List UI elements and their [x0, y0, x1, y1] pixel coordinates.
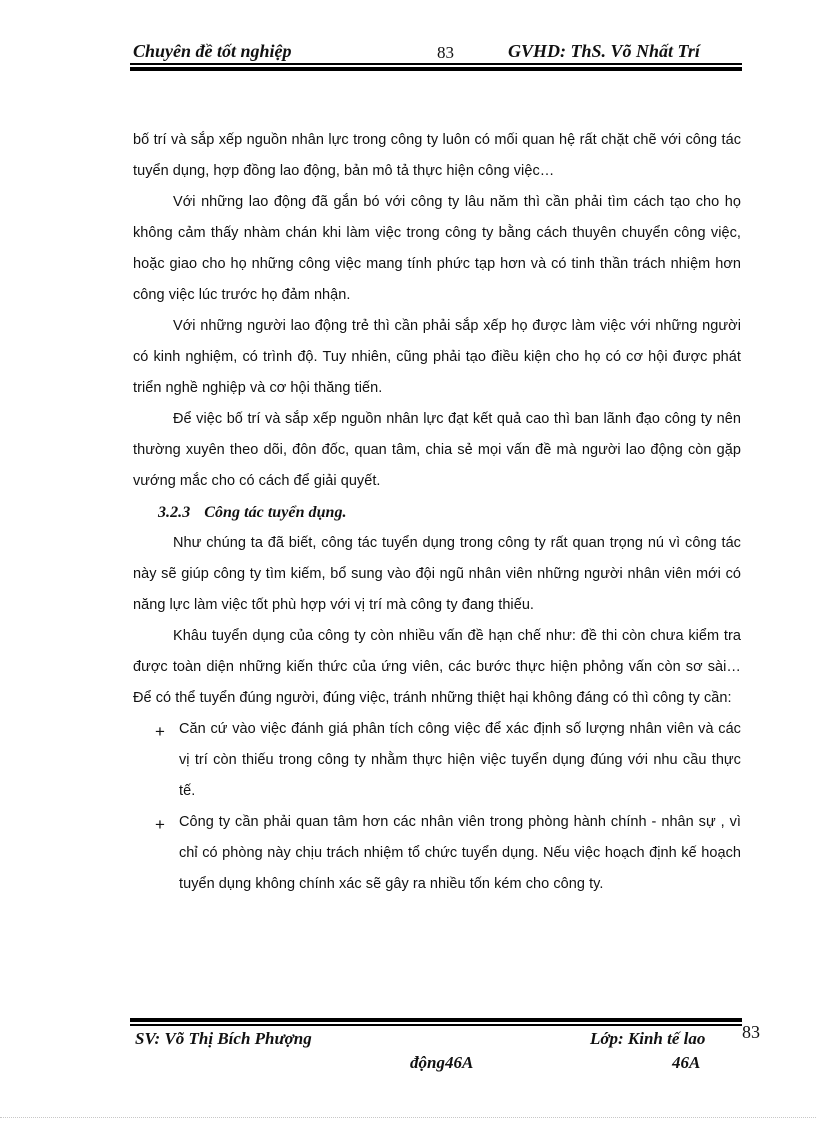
plus-bullet-icon: +	[155, 815, 165, 834]
footer-class: Lớp: Kinh tế lao	[590, 1029, 706, 1048]
section-heading	[133, 497, 741, 528]
header-rule-thin	[130, 63, 742, 65]
footer-class-continued: động46A	[410, 1053, 474, 1072]
paragraph: Với những lao động đã gắn bó với công ty lâu năm thì cần phải tìm cách tạo cho họ không cảm thấy nhàm chán khi làm việc trong công ty bằng cách thuyên chuyển công việc, hoặc giao cho họ những công việc mang tính phức tạp hơn và có tinh thần trách nhiệm hơn công việc lúc trước họ đảm nhận.	[133, 194, 741, 303]
footer-student: SV: Võ Thị Bích Phượng	[135, 1029, 312, 1048]
header-page-number: 83	[437, 43, 454, 62]
section-title: Công tác tuyển dụng.	[204, 504, 347, 521]
page-edge-divider	[0, 1117, 816, 1118]
footer-rule-thin	[130, 1024, 742, 1026]
paragraph: Để việc bố trí và sắp xếp nguồn nhân lực đạt kết quả cao thì ban lãnh đạo công ty nên thường xuyên theo dõi, đôn đốc, quan tâm, chia sẻ mọi vấn đề mà người lao động còn gặp vướng mắc cho có cách để giải quyết.	[133, 411, 741, 489]
bullet-item	[133, 714, 741, 807]
header-rule-thick	[130, 67, 742, 71]
footer-class-code: 46A	[672, 1053, 701, 1072]
plus-bullet-icon: +	[155, 722, 165, 741]
section-number: 3.2.3	[158, 504, 191, 521]
paragraph: Khâu tuyển dụng của công ty còn nhiều vấn đề hạn chế như: đề thi còn chưa kiểm tra được toàn diện những kiến thức của ứng viên, các bước thực hiện phỏng vấn còn sơ sài…Để có thể tuyển đúng người, đúng việc, tránh những thiệt hại không đáng có thì công ty cần:	[133, 628, 741, 706]
header-title: Chuyên đề tốt nghiệp	[133, 41, 292, 61]
bullet-text: Công ty cần phải quan tâm hơn các nhân viên trong phòng hành chính - nhân sự , vì chỉ có phòng này chịu trách nhiệm tổ chức tuyển dụng. Nếu việc hoạch định kế hoạch tuyển dụng không chính xác sẽ gây ra nhiều tốn kém cho công ty.	[179, 814, 741, 892]
footer-rule-thick	[130, 1018, 742, 1022]
bullet-text: Căn cứ vào việc đánh giá phân tích công việc để xác định số lượng nhân viên và các vị trí còn thiếu trong công ty nhằm thực hiện việc tuyển dụng đúng với nhu cầu thực tế.	[179, 721, 741, 799]
paragraph: Với những người lao động trẻ thì cần phải sắp xếp họ được làm việc với những người có kinh nghiệm, có trình độ. Tuy nhiên, cũng phải tạo điều kiện cho họ có cơ hội được phát triển nghề nghiệp và cơ hội thăng tiến.	[133, 318, 741, 396]
bullet-item	[133, 807, 741, 900]
page-body	[133, 125, 741, 900]
header-advisor: GVHD: ThS. Võ Nhất Trí	[508, 41, 700, 61]
footer-page-number: 83	[742, 1022, 760, 1042]
paragraph: Như chúng ta đã biết, công tác tuyển dụng trong công ty rất quan trọng nú vì công tác này sẽ giúp công ty tìm kiếm, bổ sung vào đội ngũ nhân viên những người nhân viên mới có năng lực làm việc tốt phù hợp với vị trí mà công ty đang thiếu.	[133, 535, 741, 613]
paragraph: bố trí và sắp xếp nguồn nhân lực trong công ty luôn có mối quan hệ rất chặt chẽ với công tác tuyển dụng, hợp đồng lao động, bản mô tả thực hiện công việc…	[133, 132, 741, 179]
